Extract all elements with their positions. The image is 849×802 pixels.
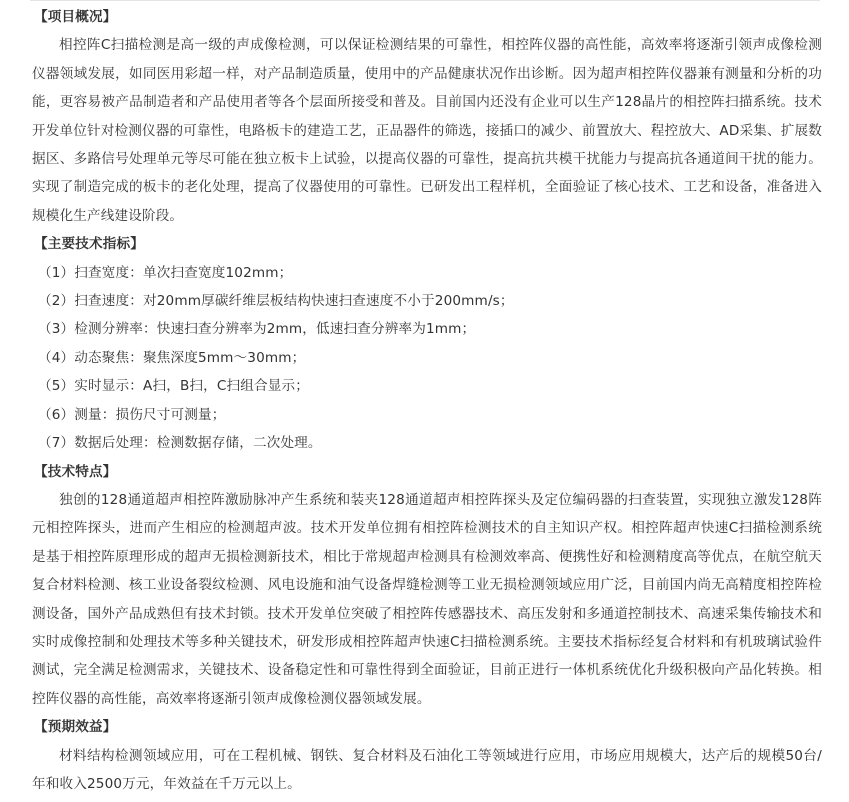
benefits-paragraph: 材料结构检测领域应用，可在工程机械、钢铁、复合材料及石油化工等领域进行应用，市场应用规模大，达产后的规模50台/年和收入2500万元，年效益在千万元以上。 (32, 747, 822, 792)
overview-paragraph: 相控阵C扫描检测是高一级的声成像检测，可以保证检测结果的可靠性，相控阵仪器的高性能，高效率将逐渐引领声成像检测仪器领域发展，如同医用彩超一样，对产品制造质量，使用中的产品健康状况作出诊断。因为超声相控阵仪器兼有测量和分析的功能，更容易被产品制造者和产品使用者等各个层面所接受和普及。目前国内还没有企业可以生产128晶片的相控阵扫描系统。技术开发单位针对检测仪器的可靠性，电路板卡的建造工艺，正品器件的筛选，接插口的减少、前置放大、程控放大、AD采集、扩展数据区、多路信号处理单元等尽可能在独立板卡上试验，以提高仪器的可靠性，提高抗共模干扰能力与提高抗各通道间干扰的能力。实现了制造完成的板卡的老化处理，提高了仪器使用的可靠性。已研发出工程样机，全面验证了核心技术、工艺和设备，准备进入规模化生产线建设阶段。 (32, 37, 822, 224)
spec-item-2: （2）扫查速度：对20mm厚碳纤维层板结构快速扫查速度不小于200mm/s； (38, 293, 514, 310)
specs-list (32, 259, 822, 458)
section-heading-features: 【技术特点】 (34, 463, 117, 480)
article-body (32, 3, 822, 798)
spec-item-5: （5）实时显示：A扫，B扫，C扫组合显示； (38, 378, 310, 395)
top-divider (30, 0, 820, 1)
features-paragraph: 独创的128通道超声相控阵激励脉冲产生系统和装夹128通道超声相控阵探头及定位编码器的扫查装置，实现独立激发128阵元相控阵探头，进而产生相应的检测超声波。技术开发单位拥有相控阵检测技术的自主知识产权。相控阵超声快速C扫描检测系统是基于相控阵原理形成的超声无损检测新技术，相比于常规超声检测具有检测效率高、便携性好和检测精度高等优点，在航空航天复合材料检测、核工业设备裂纹检测、风电设施和油气设备焊缝检测等工业无损检测领域应用广泛，目前国内尚无高精度相控阵检测设备，国外产品成熟但有技术封锁。技术开发单位突破了相控阵传感器技术、高压发射和多通道控制技术、高速采集传输技术和实时成像控制和处理技术等多种关键技术，研发形成相控阵超声快速C扫描检测系统。主要技术指标经复合材料和有机玻璃试验件测试，完全满足检测需求，关键技术、设备稳定性和可靠性得到全面验证，目前正进行一体机系统优化升级积极向产品化转换。相控阵仪器的高性能，高效率将逐渐引领声成像检测仪器领域发展。 (32, 491, 822, 707)
section-heading-overview: 【项目概况】 (34, 9, 117, 25)
section-heading-specs: 【主要技术指标】 (34, 236, 144, 253)
spec-item-4: （4）动态聚焦：聚焦深度5mm～30mm； (38, 349, 306, 366)
section-heading-benefits: 【预期效益】 (34, 719, 117, 736)
spec-item-1: （1）扫查宽度：单次扫查宽度102mm； (38, 264, 293, 281)
spec-item-6: （6）测量：损伤尺寸可测量； (38, 406, 226, 423)
spec-item-3: （3）检测分辨率：快速扫查分辨率为2mm，低速扫查分辨率为1mm； (38, 321, 476, 338)
spec-item-7: （7）数据后处理：检测数据存储，二次处理。 (38, 435, 322, 452)
